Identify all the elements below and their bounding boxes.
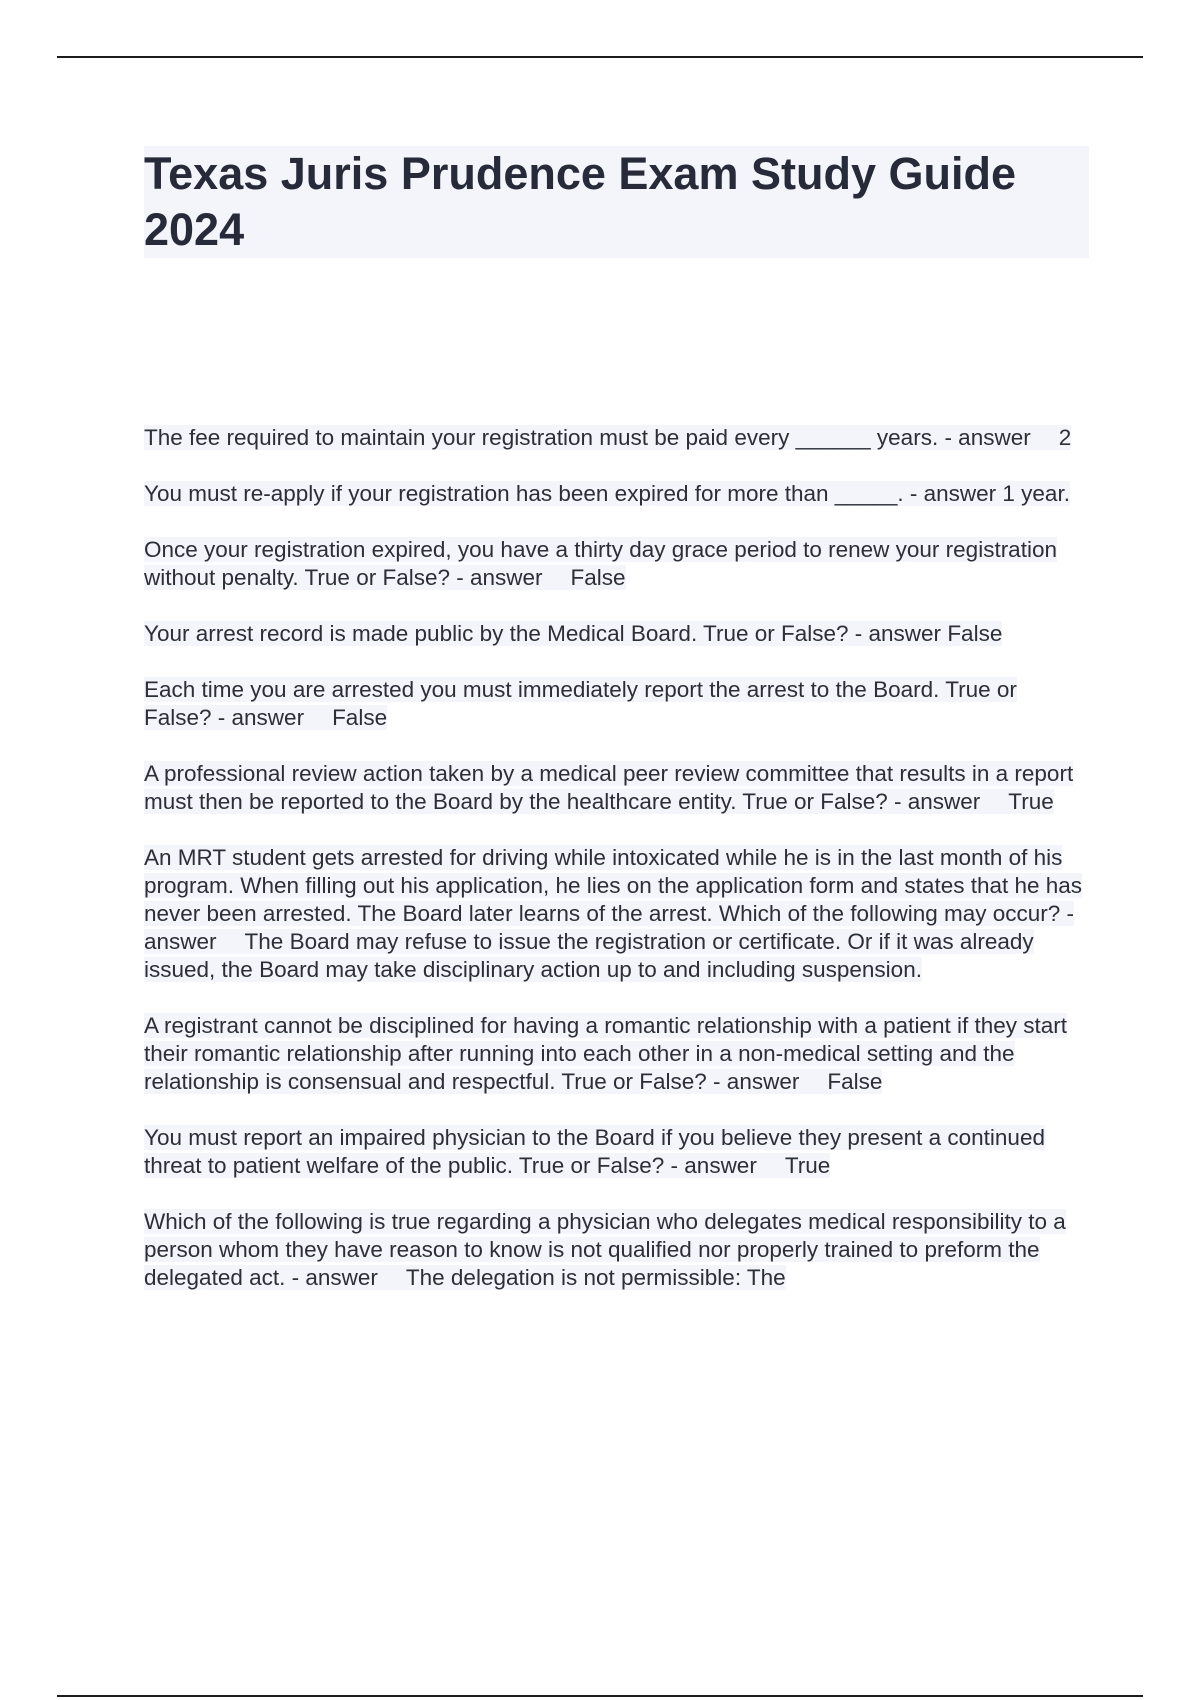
- qa-question: Each time you are arrested you must immediately report the arrest to the Board. True or False? - answer: [144, 677, 1017, 730]
- qa-question: You must re-apply if your registration has been expired for more than _____. - answer: [144, 481, 997, 506]
- qa-question: Which of the following is true regarding a physician who delegates medical responsibility to a person whom they have reason to know is not qualified nor properly trained to preform the delegated act. - answer: [144, 1209, 1066, 1290]
- qa-item: [144, 536, 1089, 592]
- bottom-rule: [57, 1695, 1143, 1697]
- qa-item: [144, 760, 1089, 816]
- qa-item: [144, 620, 1089, 648]
- qa-answer: False: [947, 621, 1003, 646]
- qa-item: [144, 424, 1089, 452]
- qa-answer: False: [332, 705, 388, 730]
- qa-item: [144, 480, 1089, 508]
- qa-question: The fee required to maintain your registration must be paid every ______ years. - answer: [144, 425, 1031, 450]
- page-title: Texas Juris Prudence Exam Study Guide 2024: [144, 148, 1016, 255]
- qa-question: An MRT student gets arrested for driving while intoxicated while he is in the last month of his program. When filling out his application, he lies on the application form and states that he has never been arrested. The Board later learns of the arrest. Which of the following may occur? - answer: [144, 845, 1083, 954]
- top-rule: [57, 56, 1143, 58]
- qa-question: A professional review action taken by a medical peer review committee that results in a report must then be reported to the Board by the healthcare entity. True or False? - answer: [144, 761, 1074, 814]
- qa-answer: 2: [1058, 425, 1072, 450]
- qa-question: You must report an impaired physician to the Board if you believe they present a continued threat to patient welfare of the public. True or False? - answer: [144, 1125, 1045, 1178]
- qa-item: [144, 1012, 1089, 1096]
- qa-answer: False: [827, 1069, 883, 1094]
- qa-item: [144, 1124, 1089, 1180]
- qa-item: [144, 1208, 1089, 1292]
- qa-answer: False: [570, 565, 626, 590]
- qa-question: A registrant cannot be disciplined for having a romantic relationship with a patient if they start their romantic relationship after running into each other in a non-medical setting and the relationship is consensual and respectful. True or False? - answer: [144, 1013, 1068, 1094]
- qa-list: [144, 424, 1089, 1320]
- qa-answer: The Board may refuse to issue the registration or certificate. Or if it was already issued, the Board may take disciplinary action up to and including suspension.: [144, 929, 1034, 982]
- qa-answer: 1 year.: [1002, 481, 1070, 506]
- qa-item: [144, 676, 1089, 732]
- qa-answer: True: [784, 1153, 831, 1178]
- qa-answer: True: [1008, 789, 1054, 814]
- qa-question: Your arrest record is made public by the Medical Board. True or False? - answer: [144, 621, 942, 646]
- qa-item: [144, 844, 1089, 984]
- qa-question: Once your registration expired, you have a thirty day grace period to renew your registration without penalty. True or False? - answer: [144, 537, 1057, 590]
- title-block: [144, 146, 1089, 258]
- qa-answer: The delegation is not permissible: The: [405, 1265, 786, 1290]
